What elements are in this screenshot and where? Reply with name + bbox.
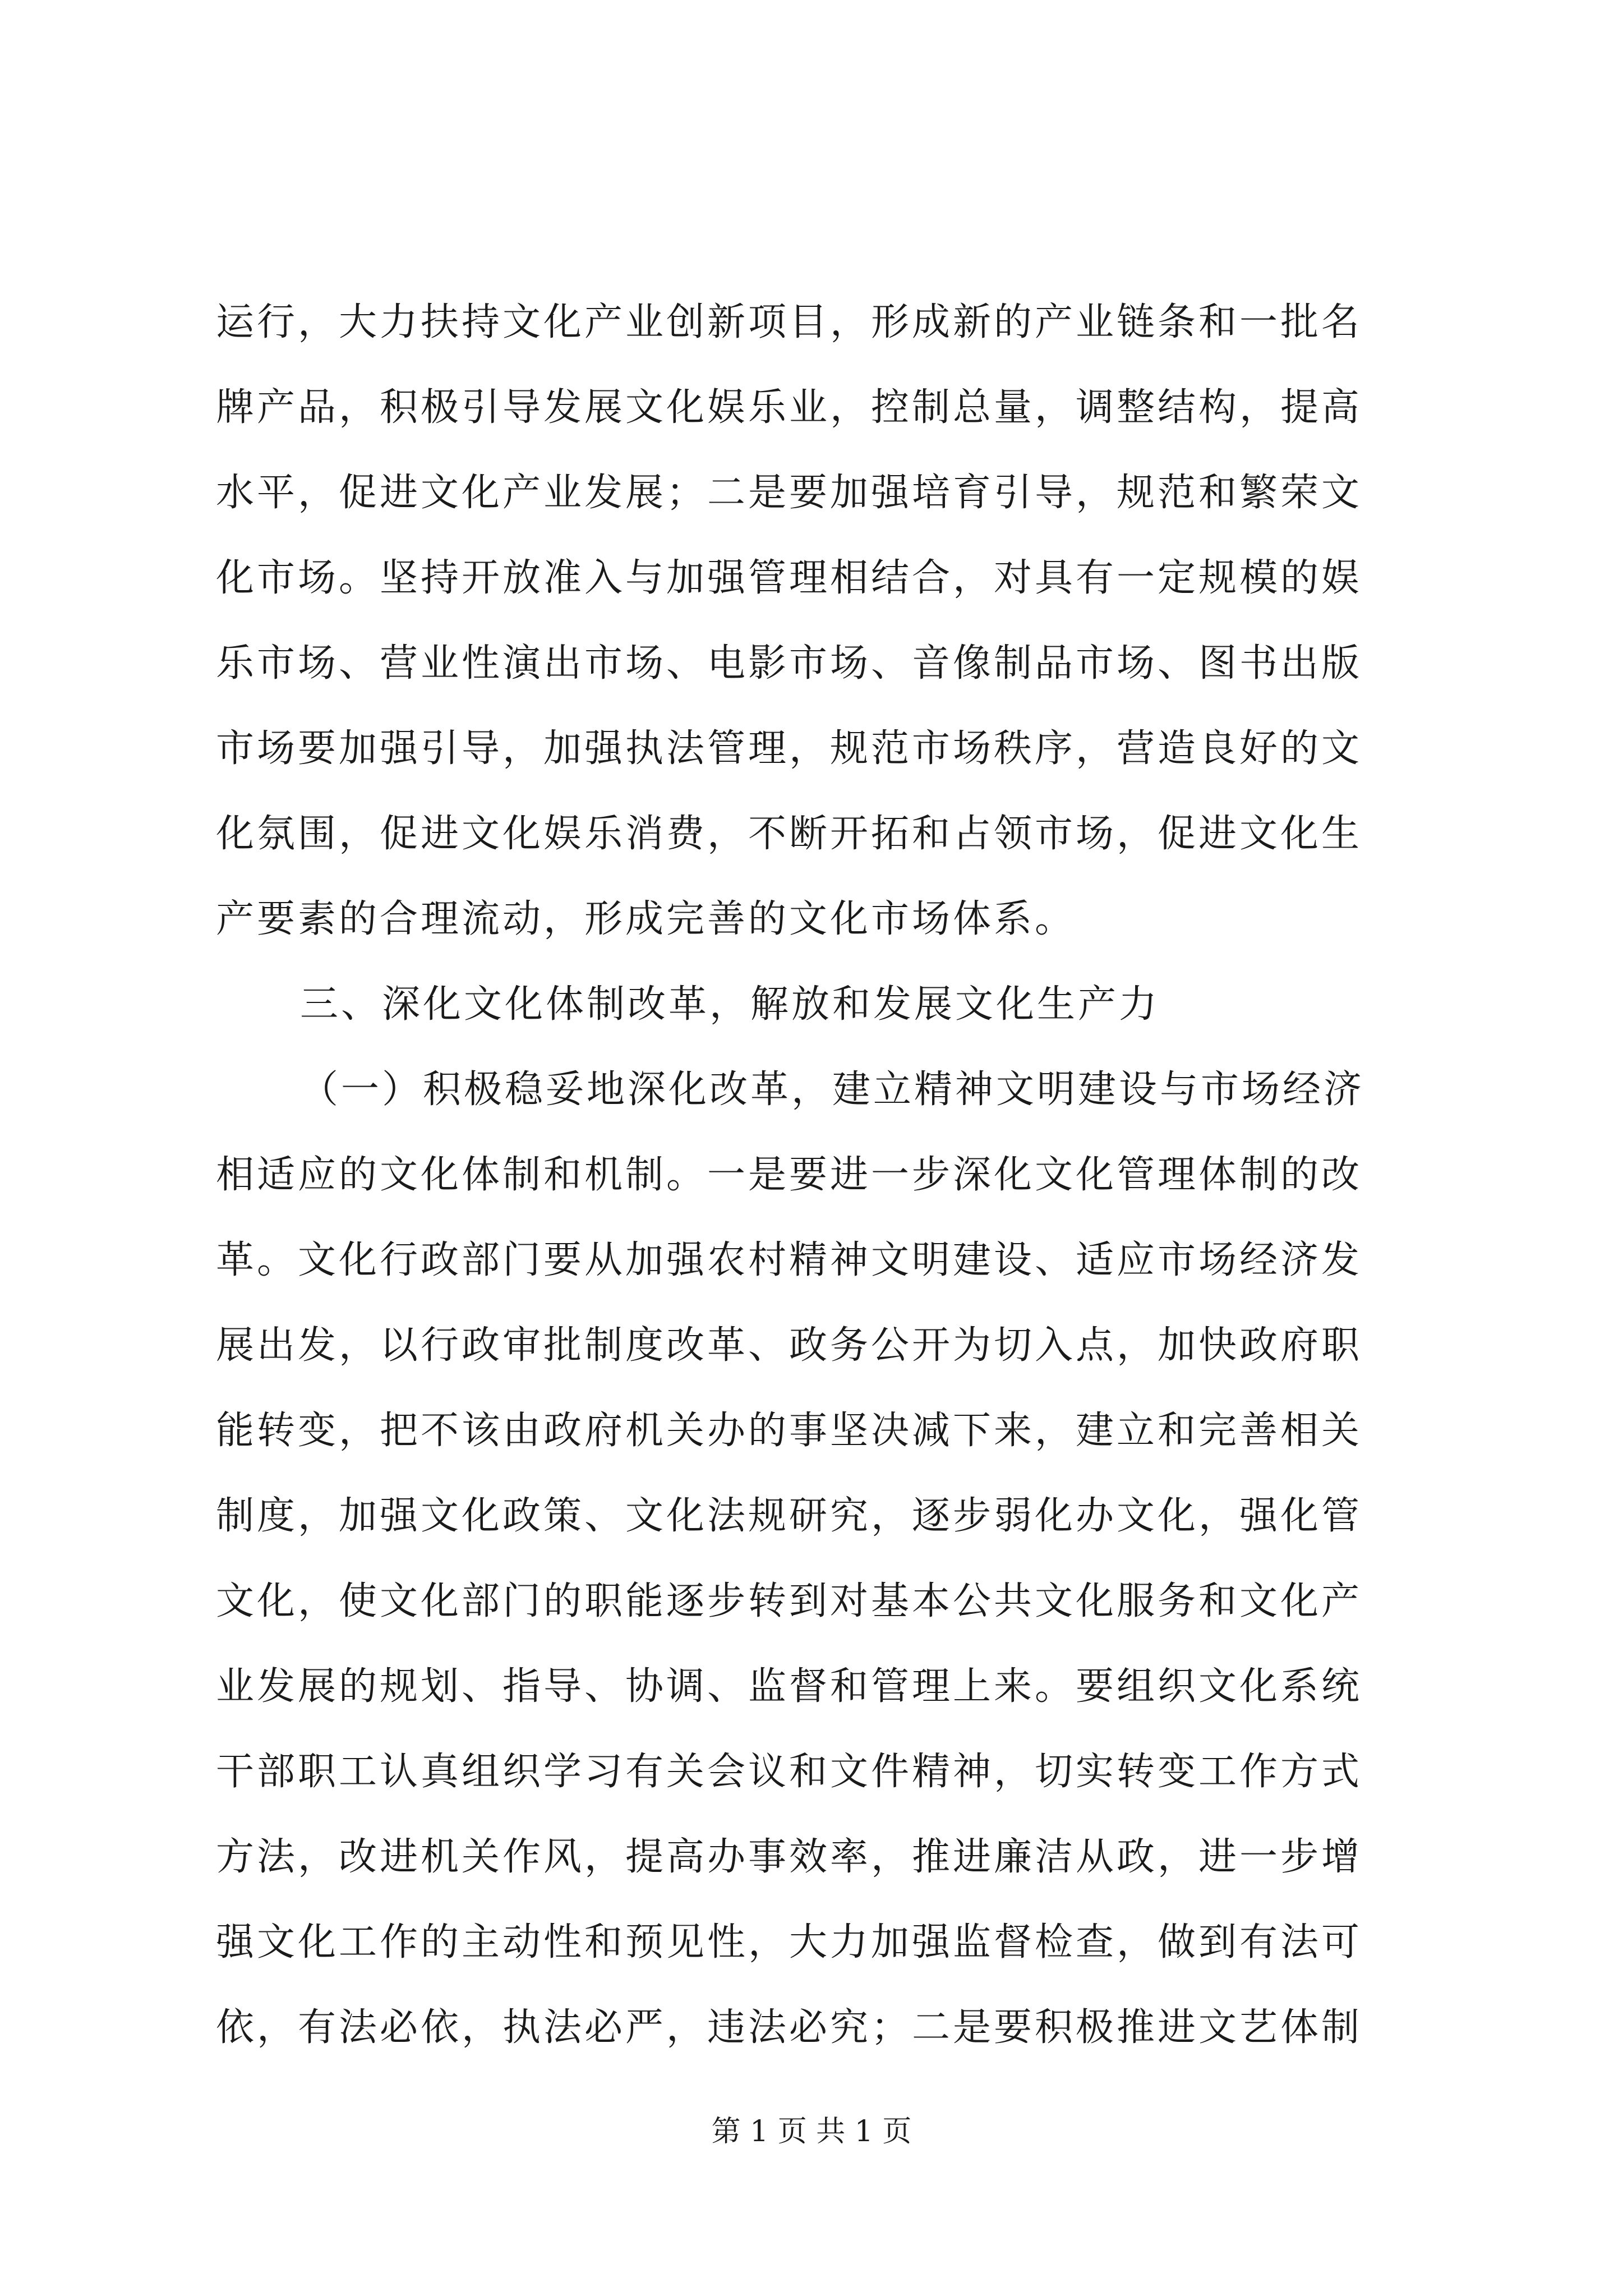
page-footer: 第 1 页 共 1 页 (711, 2115, 912, 2148)
text-line-17: 业发展的规划、指导、协调、监督和管理上来。要组织文化系统 (216, 1664, 1363, 1709)
text-line-3: 水平，促进文化产业发展；二是要加强培育引导，规范和繁荣文 (216, 471, 1363, 515)
text-line-18: 干部职工认真组织学习有关会议和文件精神，切实转变工作方式 (216, 1750, 1363, 1794)
text-line-15: 制度，加强文化政策、文化法规研究，逐步弱化办文化，强化管 (216, 1494, 1363, 1538)
text-line-20: 强文化工作的主动性和预见性，大力加强监督检查，做到有法可 (216, 1920, 1363, 1964)
text-line-14: 能转变，把不该由政府机关办的事坚决减下来，建立和完善相关 (216, 1409, 1363, 1453)
text-line-6: 市场要加强引导，加强执法管理，规范市场秩序，营造良好的文 (216, 726, 1363, 771)
text-line-19: 方法，改进机关作风，提高办事效率，推进廉洁从政，进一步增 (216, 1835, 1363, 1879)
text-line-8: 产要素的合理流动，形成完善的文化市场体系。 (216, 897, 1076, 941)
text-line-2: 牌产品，积极引导发展文化娱乐业，控制总量，调整结构，提高 (216, 385, 1363, 430)
subsection-first-line: （一）积极稳妥地深化改革，建立精神文明建设与市场经济 (300, 1068, 1365, 1112)
text-line-7: 化氛围，促进文化娱乐消费，不断开拓和占领市场，促进文化生 (216, 812, 1363, 856)
text-line-21: 依，有法必依，执法必严，违法必究；二是要积极推进文艺体制 (216, 2005, 1363, 2050)
text-line-13: 展出发，以行政审批制度改革、政务公开为切入点，加快政府职 (216, 1323, 1363, 1368)
text-line-11: 相适应的文化体制和机制。一是要进一步深化文化管理体制的改 (216, 1153, 1363, 1197)
section-heading: 三、深化文化体制改革，解放和发展文化生产力 (300, 982, 1160, 1027)
text-line-1: 运行，大力扶持文化产业创新项目，形成新的产业链条和一批名 (216, 300, 1363, 344)
text-line-16: 文化，使文化部门的职能逐步转到对基本公共文化服务和文化产 (216, 1579, 1363, 1623)
text-line-4: 化市场。坚持开放准入与加强管理相结合，对具有一定规模的娱 (216, 556, 1363, 600)
text-line-5: 乐市场、营业性演出市场、电影市场、音像制品市场、图书出版 (216, 641, 1363, 685)
text-line-12: 革。文化行政部门要从加强农村精神文明建设、适应市场经济发 (216, 1238, 1363, 1282)
